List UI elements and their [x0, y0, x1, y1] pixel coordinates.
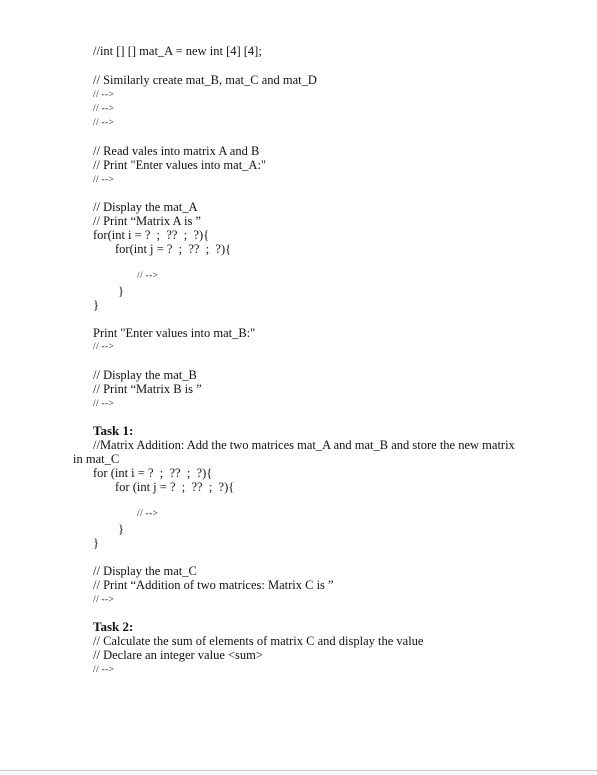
code-line: //int [] [] mat_A = new int [4] [4];	[93, 44, 262, 58]
comment-line: //Matrix Addition: Add the two matrices mat_A and mat_B and store the new matrix	[93, 438, 515, 452]
code-line: for (int i = ? ; ?? ; ?){	[93, 466, 213, 480]
comment-line: in mat_C	[73, 452, 120, 466]
placeholder-line: // -->	[93, 665, 115, 675]
code-line: for(int j = ? ; ?? ; ?){	[115, 242, 232, 256]
placeholder-line: // -->	[93, 90, 115, 100]
placeholder-line: // -->	[93, 399, 115, 409]
page-bottom-divider	[0, 770, 597, 771]
closing-brace: }	[118, 522, 124, 536]
comment-line: // Print “Matrix A is ”	[93, 214, 201, 228]
task-heading: Task 1:	[93, 423, 134, 438]
placeholder-line: // -->	[93, 104, 115, 114]
comment-line: // Similarly create mat_B, mat_C and mat_D	[93, 73, 317, 87]
comment-line: // Print “Addition of two matrices: Matrix C is ”	[93, 578, 334, 592]
comment-line: // Print “Matrix B is ”	[93, 382, 202, 396]
comment-line: // Declare an integer value <sum>	[93, 648, 263, 662]
placeholder-line: // -->	[93, 175, 115, 185]
placeholder-line: // -->	[137, 509, 159, 519]
comment-line: // Display the mat_B	[93, 368, 197, 382]
placeholder-line: // -->	[93, 118, 115, 128]
task-heading: Task 2:	[93, 619, 134, 634]
placeholder-line: // -->	[137, 271, 159, 281]
comment-line: // Display the mat_A	[93, 200, 198, 214]
comment-line: // Calculate the sum of elements of matrix C and display the value	[93, 634, 424, 648]
code-line: for(int i = ? ; ?? ; ?){	[93, 228, 210, 242]
code-line: for (int j = ? ; ?? ; ?){	[115, 480, 235, 494]
closing-brace: }	[93, 536, 99, 550]
closing-brace: }	[118, 284, 124, 298]
closing-brace: }	[93, 298, 99, 312]
comment-line: // Read vales into matrix A and B	[93, 144, 260, 158]
code-line: Print "Enter values into mat_B:"	[93, 326, 256, 340]
comment-line: // Print "Enter values into mat_A:"	[93, 158, 267, 172]
placeholder-line: // -->	[93, 595, 115, 605]
placeholder-line: // -->	[93, 342, 115, 352]
comment-line: // Display the mat_C	[93, 564, 197, 578]
